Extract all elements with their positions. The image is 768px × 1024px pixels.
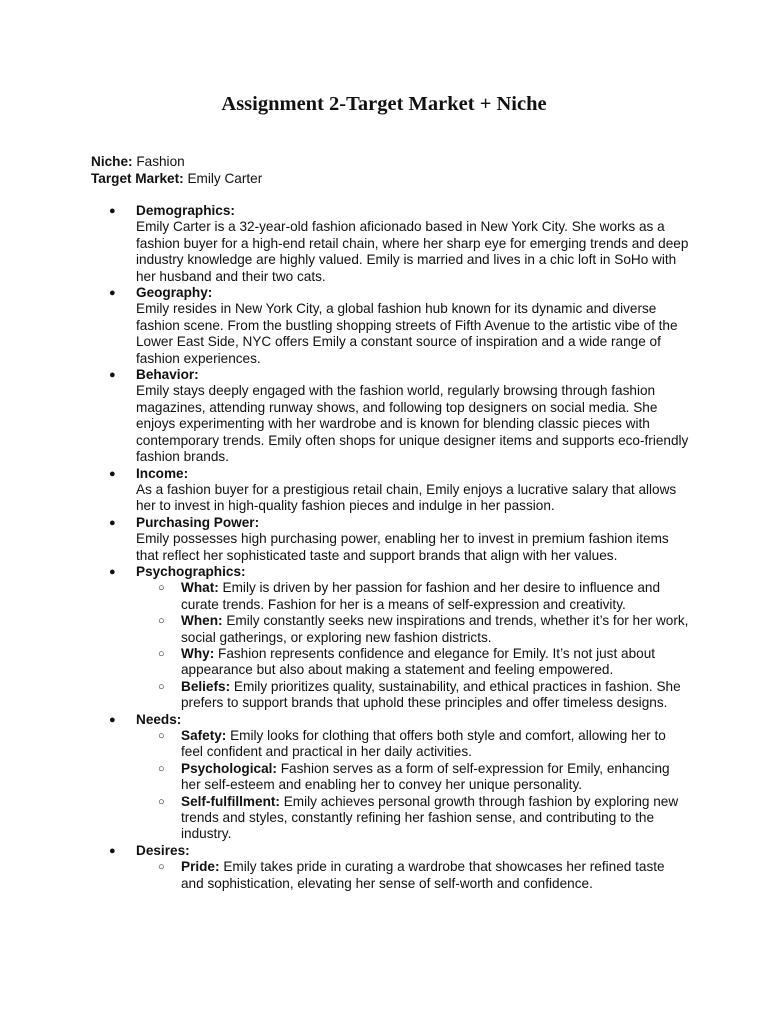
sub-item-key: Beliefs: [181, 678, 231, 694]
sub-list [136, 859, 691, 892]
niche-label: Niche: [91, 154, 133, 169]
sub-item-psychological [136, 761, 691, 794]
section-heading: ● Demographics: [136, 203, 235, 218]
section-text: Emily possesses high purchasing power, enabling her to invest in premium fashion items that reflect her sophisticated taste and support brands that align with her values. [136, 531, 669, 563]
sub-item-key: Psychological: [181, 760, 277, 776]
sub-item-text: Emily prioritizes quality, sustainability, and ethical practices in fashion. She prefers to support brands that uphold these principles and offer timeless designs. [181, 678, 681, 711]
sub-item-self-fulfillment [136, 794, 691, 843]
section-heading: ● Behavior: [136, 367, 199, 383]
sub-item-text: Fashion represents confidence and elegance for Emily. It’s not just about appearance but also about making a statement and feeling empowered. [181, 645, 656, 678]
sub-item-pride [136, 859, 691, 892]
section-geography [91, 285, 691, 367]
section-needs [91, 712, 691, 843]
section-behavior [91, 367, 691, 465]
section-demographics [91, 203, 691, 285]
section-text: As a fashion buyer for a prestigious retail chain, Emily enjoys a lucrative salary that allows her to invest in high-quality fashion pieces and indulge in her passion. [136, 481, 677, 514]
sub-item-what [136, 580, 691, 613]
section-purchasing-power [91, 515, 691, 564]
sub-item-text: Emily is driven by her passion for fashion and her desire to influence and curate trends. Fashion for her is a means of self-expression and creativity. [181, 580, 661, 612]
section-text: Emily Carter is a 32-year-old fashion aficionado based in New York City. She works as a fashion buyer for a high-end retail chain, where her sharp eye for emerging trends and deep industry knowledge are highly valued. Emily is married and lives in a chic loft in SoHo with her husband and their two cats. [136, 219, 689, 284]
niche-line [91, 154, 262, 171]
document-body [91, 203, 691, 892]
sub-item-text: Emily constantly seeks new inspirations and trends, whether it’s for her work, social gatherings, or exploring new fashion districts. [181, 613, 689, 645]
sub-item-key: What: [181, 580, 219, 596]
niche-block [91, 154, 262, 187]
target-market-line [91, 171, 262, 188]
target-market-value: Emily Carter [187, 170, 263, 186]
sub-item-beliefs [136, 679, 691, 712]
sub-item-key: Self-fulfillment: [181, 793, 280, 809]
section-desires [91, 843, 691, 892]
section-list [91, 203, 691, 892]
section-psychographics [91, 564, 691, 712]
niche-value: Fashion [136, 154, 185, 169]
sub-list [136, 580, 691, 711]
document-title: Assignment 2-Target Market + Niche [221, 93, 547, 115]
sub-item-when [136, 613, 691, 646]
section-heading: ● Geography: [136, 285, 213, 301]
sub-item-key: Safety: [181, 728, 227, 743]
sub-item-text: Emily takes pride in curating a wardrobe that showcases her refined taste and sophistication, elevating her sense of self-worth and confidence. [181, 859, 665, 891]
section-heading: ● Desires: [136, 842, 190, 858]
section-income [91, 466, 691, 515]
section-heading: ● Needs: [136, 711, 182, 727]
sub-item-key: When: [181, 613, 223, 629]
sub-item-text: Emily achieves personal growth through fashion by exploring new trends and styles, constantly refining her fashion sense, and contributing to the industry. [181, 793, 679, 842]
section-heading: ● Purchasing Power: [136, 514, 260, 530]
sub-item-text: Fashion serves as a form of self-expression for Emily, enhancing her self-esteem and enabling her to convey her unique personality. [181, 760, 670, 793]
sub-item-key: Why: [181, 645, 215, 661]
sub-item-text: Emily looks for clothing that offers both style and comfort, allowing her to feel confident and practical in her daily activities. [181, 728, 666, 760]
sub-item-safety [136, 728, 691, 761]
section-heading: ● Psychographics: [136, 563, 246, 579]
sub-list [136, 728, 691, 843]
sub-item-key: Pride: [181, 859, 220, 875]
section-heading: ● Income: [136, 465, 189, 481]
target-market-label: Target Market: [91, 170, 184, 186]
section-text: Emily stays deeply engaged with the fashion world, regularly browsing through fashion magazines, attending runway shows, and following top designers on social media. She enjoys experimenting with her wardrobe and is known for blending classic pieces with contemporary trends. Emily often shops for unique designer items and supports eco-friendly fashion brands. [136, 383, 689, 465]
sub-item-why [136, 646, 691, 679]
section-text: Emily resides in New York City, a global fashion hub known for its dynamic and diverse fashion scene. From the bustling shopping streets of Fifth Avenue to the artistic vibe of the Lower East Side, NYC offers Emily a constant source of inspiration and a wide range of fashion experiences. [136, 301, 678, 366]
